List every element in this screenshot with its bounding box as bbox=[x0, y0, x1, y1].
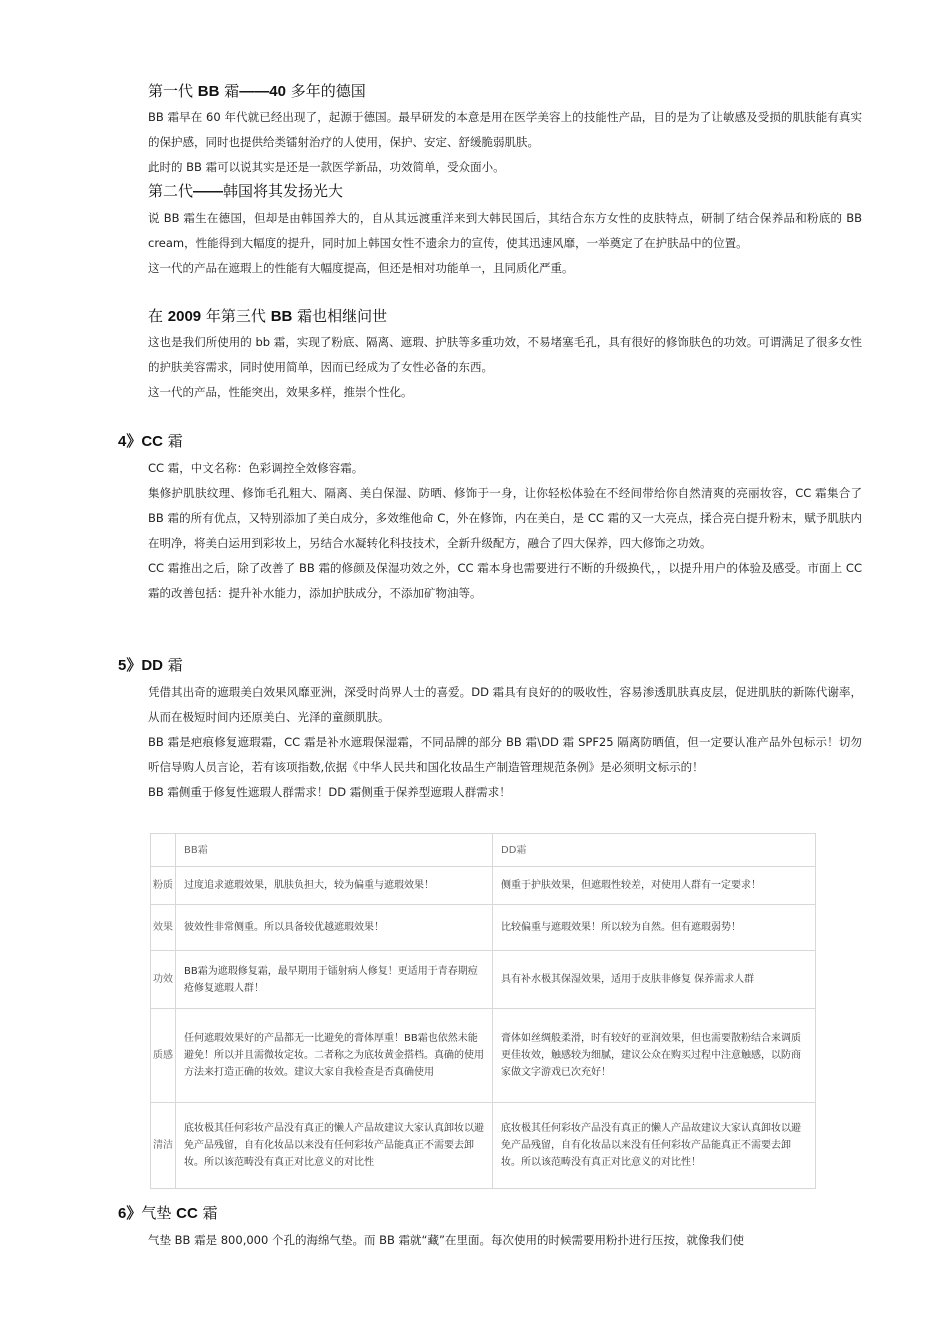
gen3-block bbox=[148, 305, 862, 405]
table-cell-dd: 膏体如丝绸般柔滑，时有较好的亚润效果，但也需要散粉结合来调质更佳妆效，触感较为细腻，建议公众在购买过程中注意触感，以防商家做文字游戏已次充好！ bbox=[493, 1009, 816, 1103]
table-cell-dd: 侧重于护肤效果，但遮瑕性较差，对使用人群有一定要求！ bbox=[493, 867, 816, 905]
gen1-para-1: BB 霜早在 60 年代就已经出现了，起源于德国。最早研发的本意是用在医学美容上的技能性产品，目的是为了让敏感及受损的肌肤能有真实的保护感，同时也提供给类镭射治疗的人使用，保护、安定、舒缓脆弱肌肤。 bbox=[148, 110, 862, 149]
gen3-para-1: 这也是我们所使用的 bb 霜，实现了粉底、隔离、遮瑕、护肤等多重功效，不易堵塞毛孔，具有很好的修饰肤色的功效。可谓满足了很多女性的护肤美容需求，同时使用简单，因而已经成为了女性必备的东西。 bbox=[148, 335, 862, 374]
sec5-heading: 5》DD 霜 bbox=[118, 656, 183, 674]
sec6-block bbox=[148, 1228, 862, 1253]
table-header-row bbox=[151, 834, 816, 867]
table-row bbox=[151, 1103, 816, 1189]
sec5-block bbox=[148, 680, 862, 805]
table-cell-dd: 底妆极其任何彩妆产品没有真正的懒人产品故建议大家认真卸妆以避免产品残留，自有化妆品以来没有任何彩妆产品能真正不需要去卸妆。所以该范畴没有真正对比意义的对比性！ bbox=[493, 1103, 816, 1189]
table-header-bb: BB霜 bbox=[176, 834, 493, 867]
sec4-para-2: 集修护肌肤纹理、修饰毛孔粗大、隔离、美白保湿、防晒、修饰于一身，让你轻松体验在不经间带给你自然清爽的亮丽妆容，CC 霜集合了 BB 霜的所有优点，又特别添加了美白成分，多效维他命 C，外在修饰，内在美白，是 CC 霜的又一大亮点，揉合亮白提升粉末，赋予肌肤内在明净，将美白运用到彩妆上，另结合水凝转化科技技术，全新升级配方，融合了四大保养，四大修饰之功效。 bbox=[148, 486, 862, 550]
gen2-block bbox=[148, 180, 862, 281]
sec5-para-3: BB 霜侧重于修复性遮瑕人群需求！DD 霜侧重于保养型遮瑕人群需求！ bbox=[148, 785, 511, 799]
gen1-block bbox=[148, 80, 862, 180]
table-cell-bb: BB霜为遮瑕修复霜，最早期用于镭射病人修复！更适用于青春期痘疮修复遮瑕人群！ bbox=[176, 951, 493, 1009]
table-row-label: 清洁 bbox=[151, 1103, 176, 1189]
table-row-label: 质感 bbox=[151, 1009, 176, 1103]
gen1-heading: 第一代 BB 霜——40 多年的德国 bbox=[148, 82, 366, 100]
sec4-block bbox=[148, 456, 862, 606]
sec4-para-1: CC 霜，中文名称：色彩调控全效修容霜。 bbox=[148, 461, 364, 475]
gen1-para-2: 此时的 BB 霜可以说其实是还是一款医学新品，功效简单，受众面小。 bbox=[148, 160, 505, 174]
sec4-para-3: CC 霜推出之后，除了改善了 BB 霜的修颜及保湿功效之外，CC 霜本身也需要进行不断的升级换代，，以提升用户的体验及感受。市面上 CC 霜的改善包括：提升补水能力，添加护肤成分，不添加矿物油等。 bbox=[148, 561, 862, 600]
gen2-heading: 第二代——韩国将其发扬光大 bbox=[148, 182, 344, 200]
table-cell-bb: 底妆极其任何彩妆产品没有真正的懒人产品故建议大家认真卸妆以避免产品残留，自有化妆品以来没有任何彩妆产品能真正不需要去卸妆。所以该范畴没有真正对比意义的对比性 bbox=[176, 1103, 493, 1189]
gen2-para-2: 这一代的产品在遮瑕上的性能有大幅度提高，但还是相对功能单一，且同质化严重。 bbox=[148, 261, 574, 275]
sec4-heading: 4》CC 霜 bbox=[118, 432, 183, 450]
table-row bbox=[151, 867, 816, 905]
bb-dd-comparison-table bbox=[150, 833, 816, 1189]
table-cell-dd: 比较偏重与遮瑕效果！所以较为自然。但有遮瑕弱势！ bbox=[493, 905, 816, 951]
table-row-label: 粉质 bbox=[151, 867, 176, 905]
table-row bbox=[151, 905, 816, 951]
table-cell-dd: 具有补水极其保湿效果，适用于皮肤非修复 保养需求人群 bbox=[493, 951, 816, 1009]
table-row-label: 效果 bbox=[151, 905, 176, 951]
table-cell-bb: 彼效性非常侧重。所以具备较优越遮瑕效果！ bbox=[176, 905, 493, 951]
sec6-heading: 6》气垫 CC 霜 bbox=[118, 1204, 218, 1222]
table-cell-bb: 过度追求遮瑕效果，肌肤负担大，较为偏重与遮瑕效果！ bbox=[176, 867, 493, 905]
table-row-label: 功效 bbox=[151, 951, 176, 1009]
table-row bbox=[151, 951, 816, 1009]
sec5-para-1: 凭借其出奇的遮瑕美白效果风靡亚洲，深受时尚界人士的喜爱。DD 霜具有良好的的吸收性，容易渗透肌肤真皮层，促进肌肤的新陈代谢率，从而在极短时间内还原美白、光泽的童颜肌肤。 bbox=[148, 685, 862, 724]
gen2-para-1: 说 BB 霜生在德国，但却是由韩国养大的，自从其远渡重洋来到大韩民国后，其结合东方女性的皮肤特点，研制了结合保养品和粉底的 BB cream，性能得到大幅度的提升，同时加上韩国女性不遗余力的宣传，使其迅速风靡，一举奠定了在护肤品中的位置。 bbox=[148, 211, 862, 250]
gen3-para-2: 这一代的产品，性能突出，效果多样，推崇个性化。 bbox=[148, 385, 413, 399]
sec6-para: 气垫 BB 霜是 800,000 个孔的海绵气垫。而 BB 霜就“藏”在里面。每次使用的时候需要用粉扑进行压按，就像我们使 bbox=[148, 1233, 744, 1247]
table-cell-bb: 任何遮瑕效果好的产品都无一比避免的膏体厚重！BB霜也依然未能避免！所以并且需微妆定妆。二者称之为底妆黄金搭档。真确的使用方法来打造正确的妆效。建议大家自我检查是否真确使用 bbox=[176, 1009, 493, 1103]
gen3-heading: 在 2009 年第三代 BB 霜也相继问世 bbox=[148, 307, 388, 325]
table-row bbox=[151, 1009, 816, 1103]
table-header-dd: DD霜 bbox=[493, 834, 816, 867]
table-corner-cell bbox=[151, 834, 176, 867]
sec5-para-2: BB 霜是疤痕修复遮瑕霜，CC 霜是补水遮瑕保湿霜，不同品牌的部分 BB 霜\DD 霜 SPF25 隔离防晒值，但一定要认准产品外包标示！切勿听信导购人员言论，若有该项指数,依据《中华人民共和国化妆品生产制造管理规范条例》是必须明文标示的！ bbox=[148, 735, 862, 774]
